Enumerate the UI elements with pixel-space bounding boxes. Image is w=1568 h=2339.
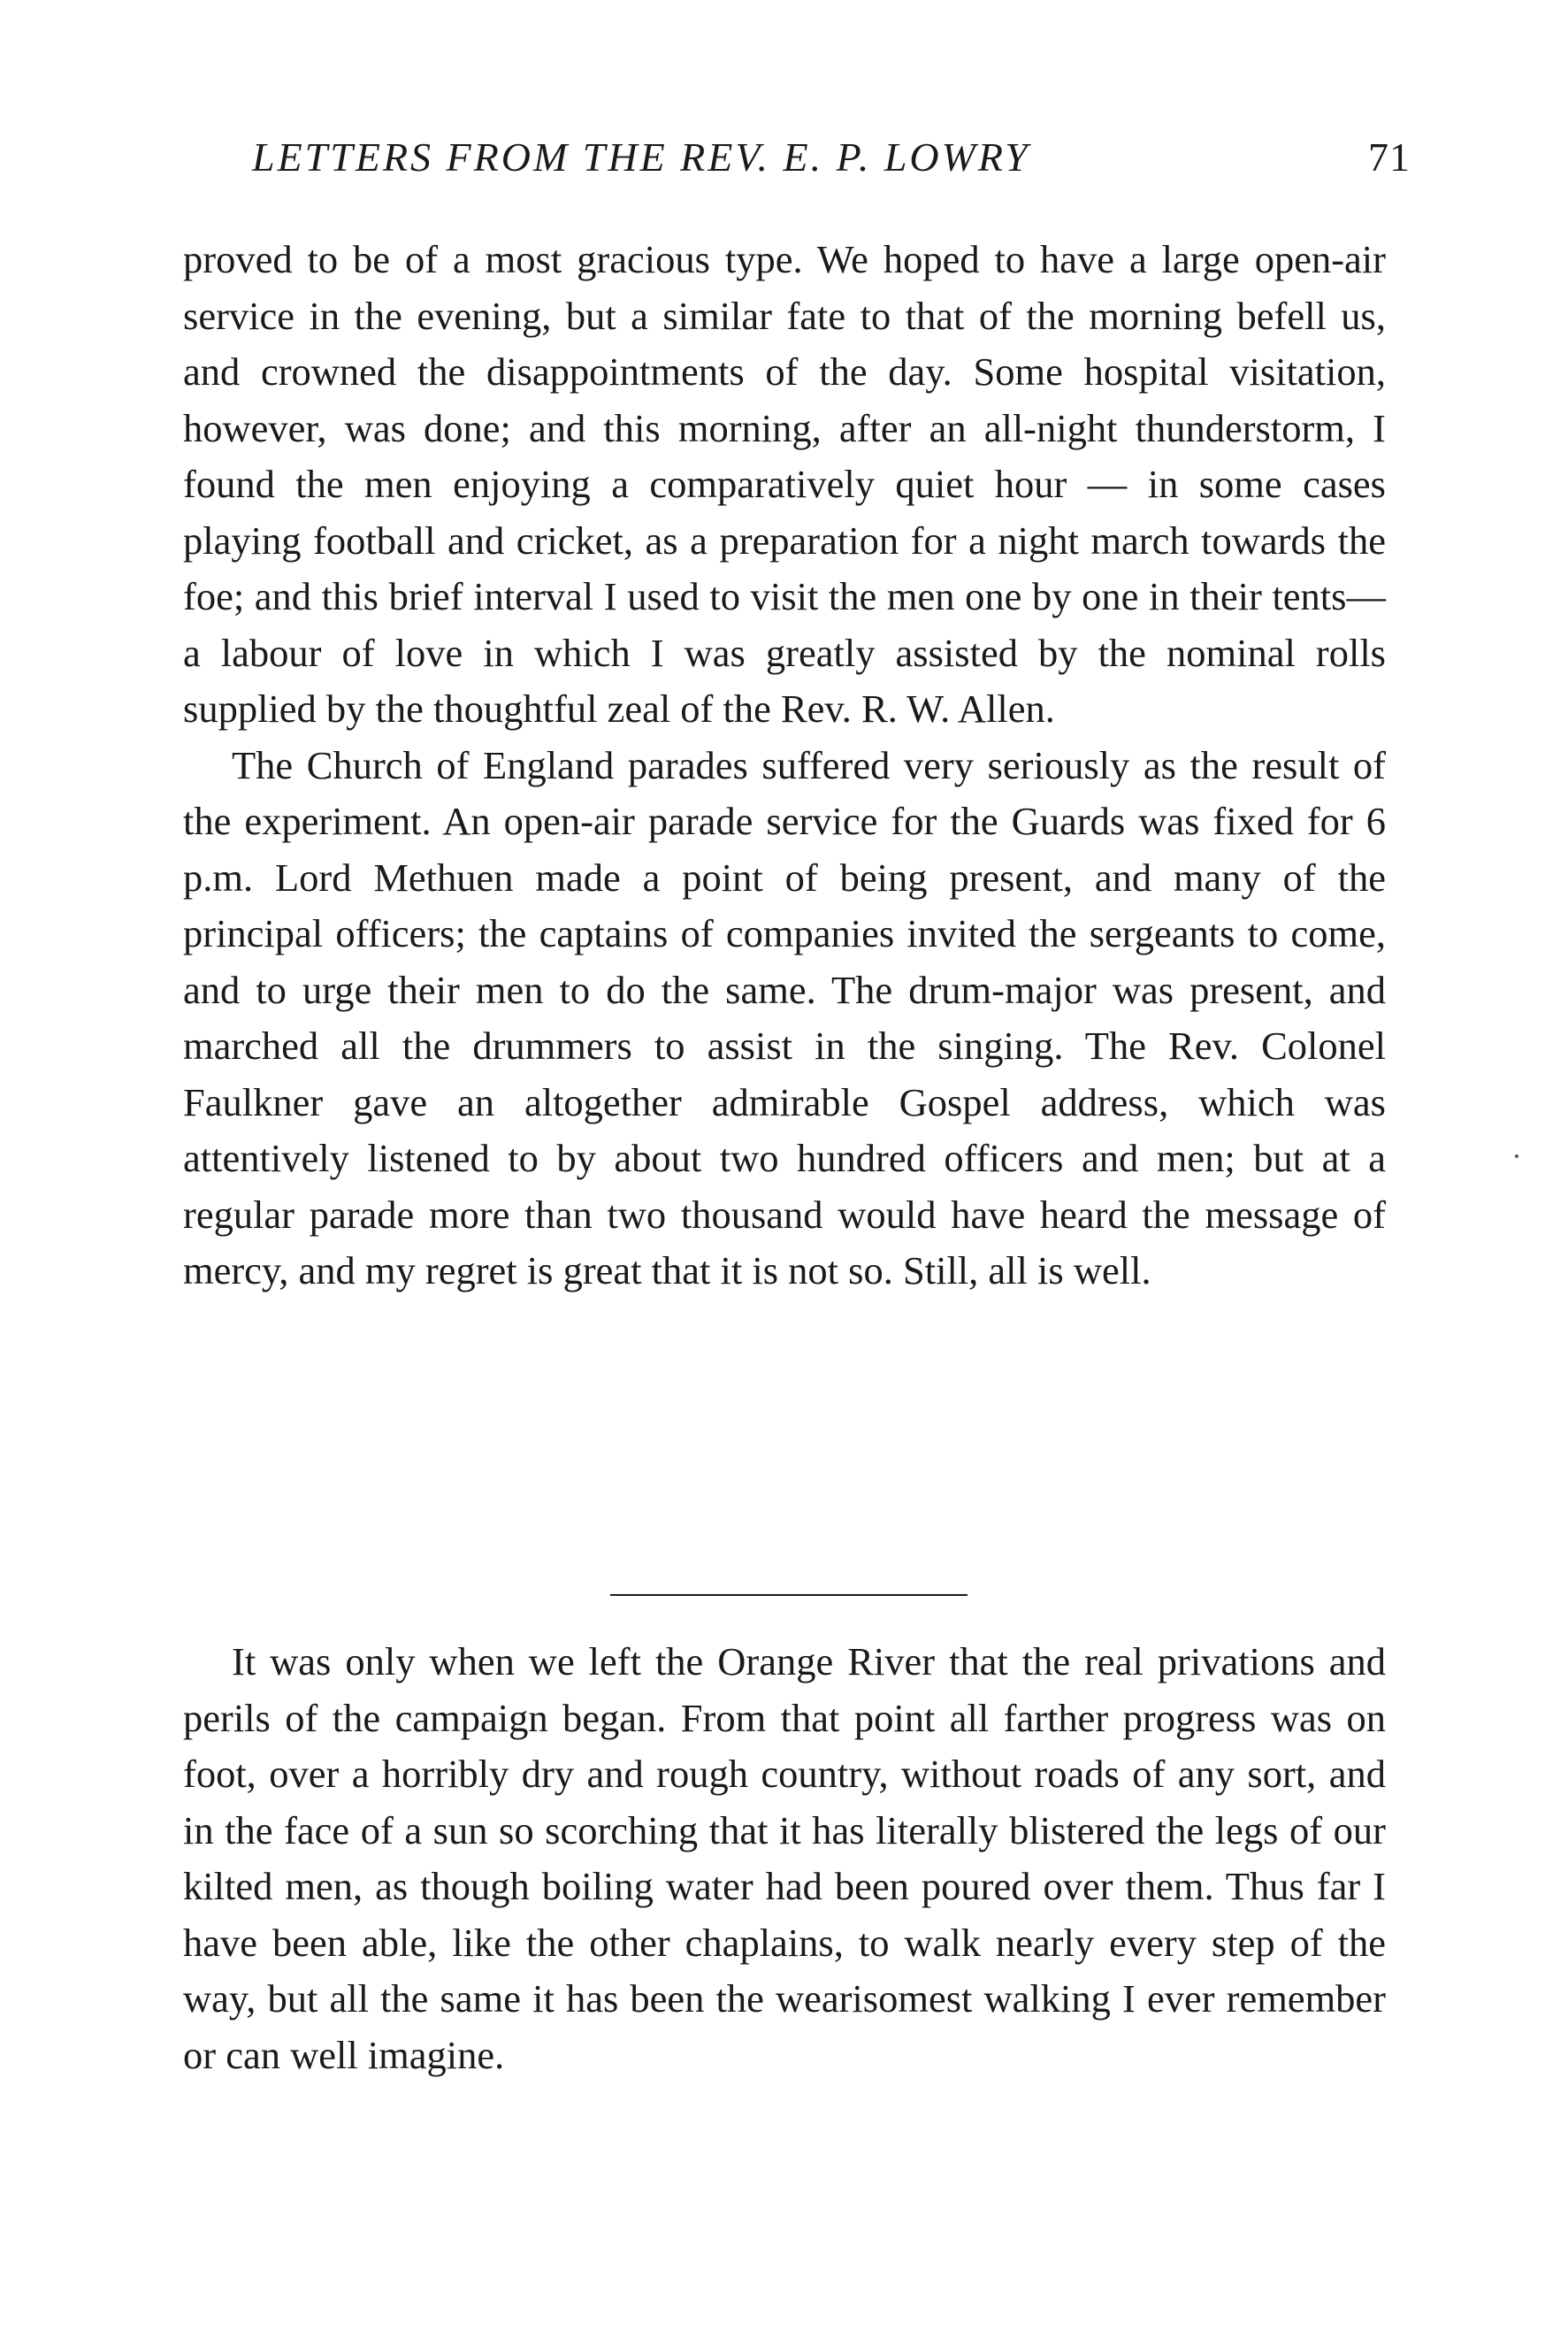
- page-number: 71: [1368, 134, 1411, 180]
- paragraph-church-parades: The Church of England parades suffered very seriously as the result of the experiment. An open-air parade service for the Guards was fixed for 6 p.m. Lord Methuen made a point of being present, and many of the principal officers; the captains of companies invited the sergeants to come, and to urge their men to do the same. The drum-major was present, and marched all the drummers to assist in the singing. The Rev. Colonel Faulkner gave an altogether admirable Gospel address, which was attentively listened to by about two hundred officers and men; but at a regular parade more than two thousand would have heard the message of mercy, and my regret is great that it is not so. Still, all is well.: [183, 742, 1386, 1292]
- narrative-text: [183, 1634, 1386, 2083]
- print-speck: [1515, 1154, 1518, 1158]
- paragraph-continued: proved to be of a most gracious type. We hoped to have a large open-air service in the evening, but a similar fate to that of the morning befell us, and crowned the disappointments of the day. Some hospital visitation, however, was done; and this morning, after an all-night thunderstorm, I found the men enjoying a comparatively quiet hour — in some cases playing football and cricket, as a preparation for a night march towards the foe; and this brief interval I used to visit the men one by one in their tents—a labour of love in which I was greatly assisted by the nominal rolls supplied by the thoughtful zeal of the Rev. R. W. Allen.: [183, 237, 1386, 731]
- paragraph-orange-river: It was only when we left the Orange River that the real privations and perils of the campaign began. From that point all farther progress was on foot, over a horribly dry and rough country, without roads of any sort, and in the face of a sun so scorching that it has literally blistered the legs of our kilted men, as though boiling water had been poured over them. Thus far I have been able, like the other chaplains, to walk nearly every step of the way, but all the same it has been the wearisomest walking I ever remember or can well imagine.: [183, 1639, 1386, 2077]
- letter-text: [183, 232, 1386, 1300]
- running-title: LETTERS FROM THE REV. E. P. LOWRY: [252, 134, 1030, 180]
- running-head: [252, 131, 1411, 184]
- section-divider: [610, 1594, 968, 1596]
